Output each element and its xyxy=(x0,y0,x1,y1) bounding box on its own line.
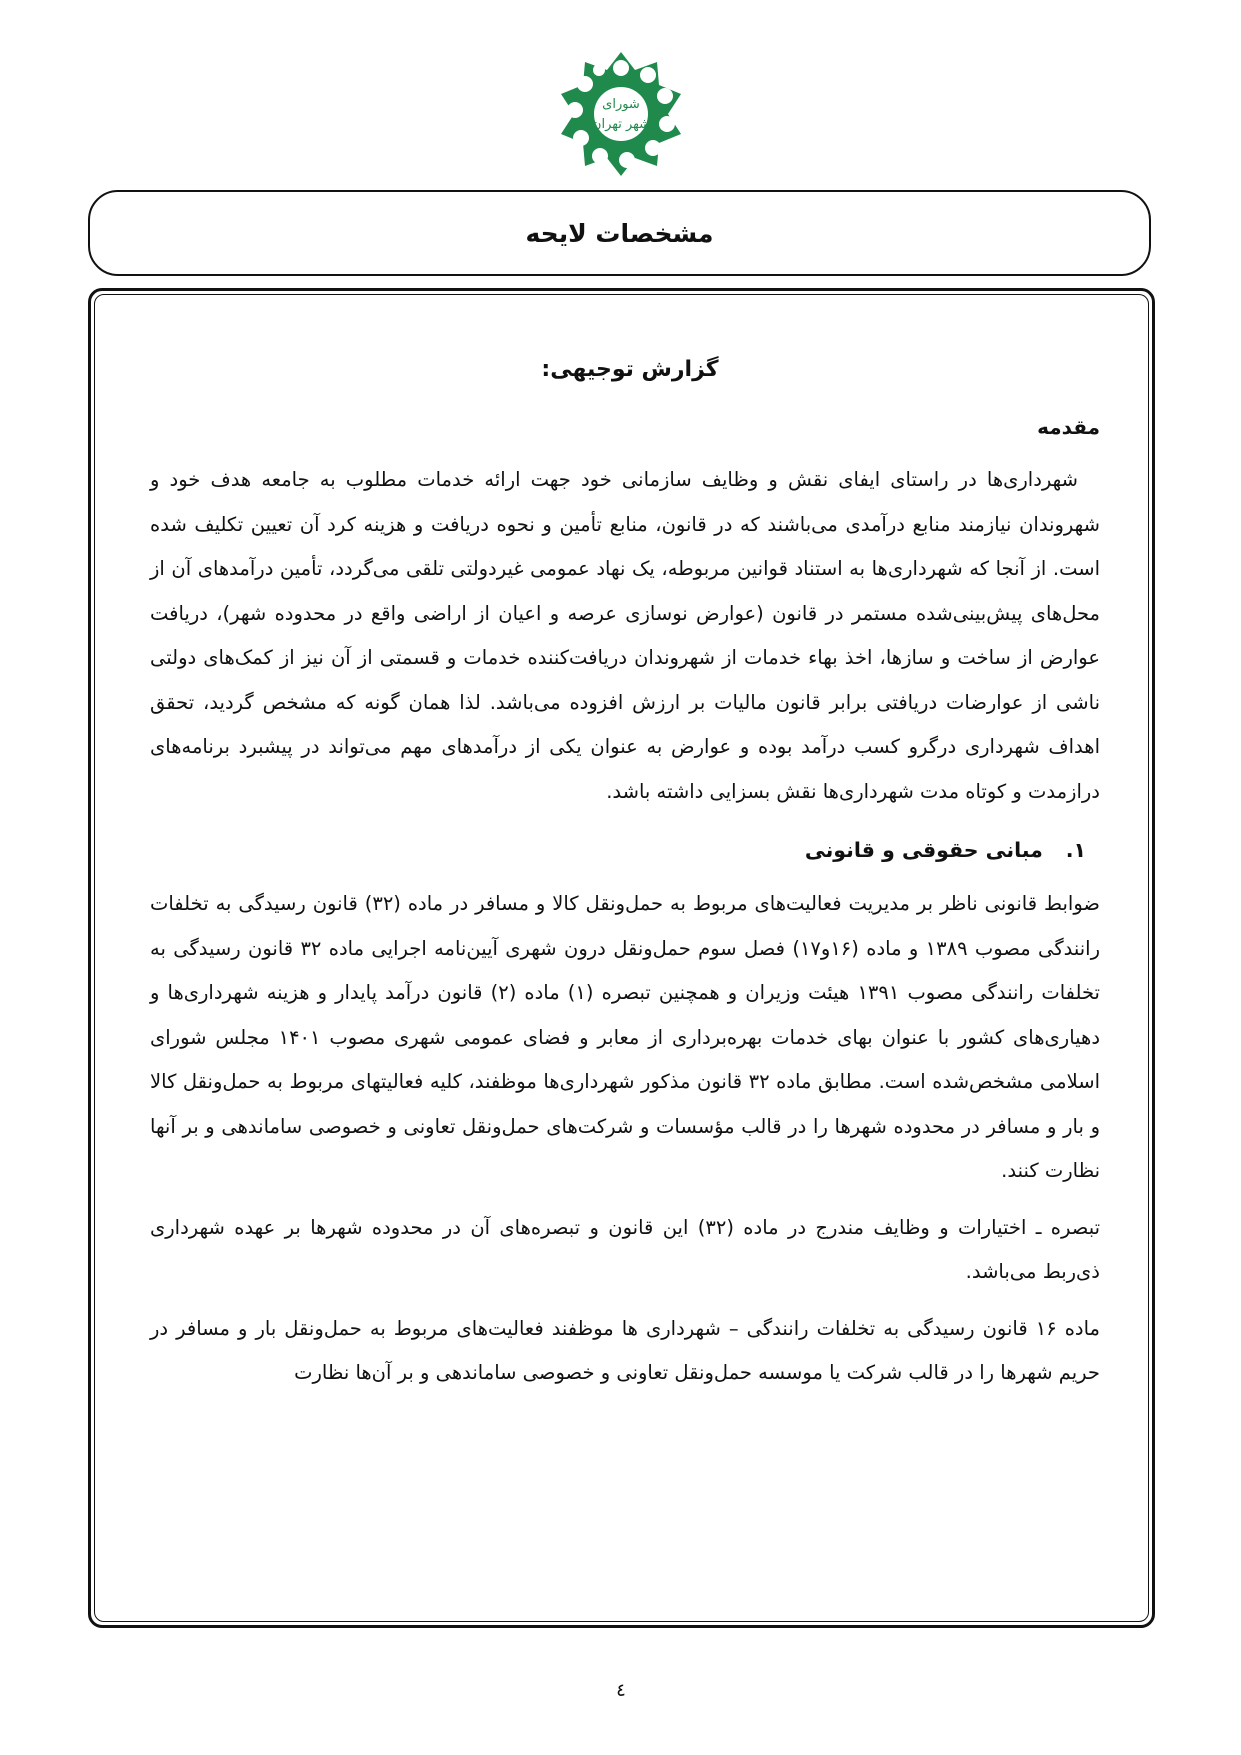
report-title: گزارش توجیهی: xyxy=(541,357,719,382)
logo-caption: شورای xyxy=(602,97,640,112)
intro-heading: مقدمه xyxy=(1037,415,1100,439)
legal-paragraph-article16: ماده ۱۶ قانون رسیدگی به تخلفات رانندگی – شهرداری ها موظفند فعالیت‌های مربوط به حمل‌ونقل بار و مسافر در حریم شهرها را در قالب شرکت یا موسسه حمل‌ونقل تعاونی و خصوصی ساماندهی و بر آن‌ها نظارت xyxy=(150,1316,1100,1384)
section-heading-legal-basis xyxy=(150,830,1100,870)
legal-paragraph-1: ضوابط قانونی ناظر بر مدیریت فعالیت‌های مربوط به حمل‌ونقل کالا و مسافر در ماده (۳۲) قانون رسیدگی به تخلفات رانندگی مصوب ۱۳۸۹ و ماده (۱۶و۱۷) فصل سوم حمل‌ونقل درون شهری آیین‌نامه اجرایی ماده ۳۲ قانون رسیدگی به تخلفات رانندگی مصوب ۱۳۹۱ هیئت وزیران و همچنین تبصره (۱) ماده (۲) قانون درآمد پایدار و هزینه شهرداری‌ها و دهیاری‌های کشور با عنوان بهای خدمات بهره‌برداری از معابر و فضای عمومی شهری مصوب ۱۴۰۱ مجلس شورای اسلامی مشخص‌شده است. مطابق ماده ۳۲ قانون مذکور شهرداری‌ها موظفند، کلیه فعالیتهای مربوط به حمل‌ونقل کالا و بار و مسافر در محدوده شهرها را در قالب مؤسسات و شرکت‌های حمل‌ونقل تعاونی و خصوصی ساماندهی و بر آنها نظارت کنند. xyxy=(150,892,1101,1182)
intro-paragraph: شهرداری‌ها در راستای ایفای نقش و وظایف سازمانی خود جهت ارائه خدمات مطلوب به جامعه هدف خود و شهروندان نیازمند منابع درآمدی می‌باشند که در قانون، منابع تأمین و نحوه دریافت و هزینه کرد آن تعیین تکلیف شده است. از آنجا که شهرداری‌ها به استناد قوانین مربوطه، یک نهاد عمومی غیردولتی تلقی می‌گردد، تأمین درآمدهای آن از محل‌های پیش‌بینی‌شده مستمر در قانون (عوارض نوسازی عرصه و اعیان از اراضی واقع در محدوده شهر)، دریافت عوارض از ساخت و سازها، اخذ بهاء خدمات از شهروندان دریافت‌کننده خدمات و قسمتی از آن نیز از کمک‌های دولتی ناشی از عوارضات دریافتی برابر قانون مالیات بر ارزش افزوده می‌باشد. لذا همان گونه که مشخص گردید، تحقق اهداف شهرداری درگرو کسب درآمد بوده و عوارض به عنوان یکی از درآمدهای مهم می‌تواند در پیشبرد برنامه‌های درازمدت و کوتاه مدت شهرداری‌ها نقش بسزایی داشته باشد. xyxy=(150,468,1100,803)
section-number: ۱. xyxy=(1065,838,1086,862)
page-number: ٤ xyxy=(616,1680,626,1701)
document-title: مشخصات لایحه xyxy=(525,218,714,248)
svg-text:شهر تهران: شهر تهران xyxy=(591,117,651,132)
legal-paragraph-note: تبصره ـ اختیارات و وظایف مندرج در ماده (۳۲) این قانون و تبصره‌های آن در محدوده شهرها بر عهده شهرداری ذی‌ربط می‌باشد. xyxy=(150,1215,1101,1283)
tehran-city-council-logo-icon xyxy=(555,48,687,180)
section-heading-text: مبانی حقوقی و قانونی xyxy=(804,838,1043,862)
document-title-box xyxy=(88,190,1151,276)
document-body xyxy=(150,350,1100,1396)
